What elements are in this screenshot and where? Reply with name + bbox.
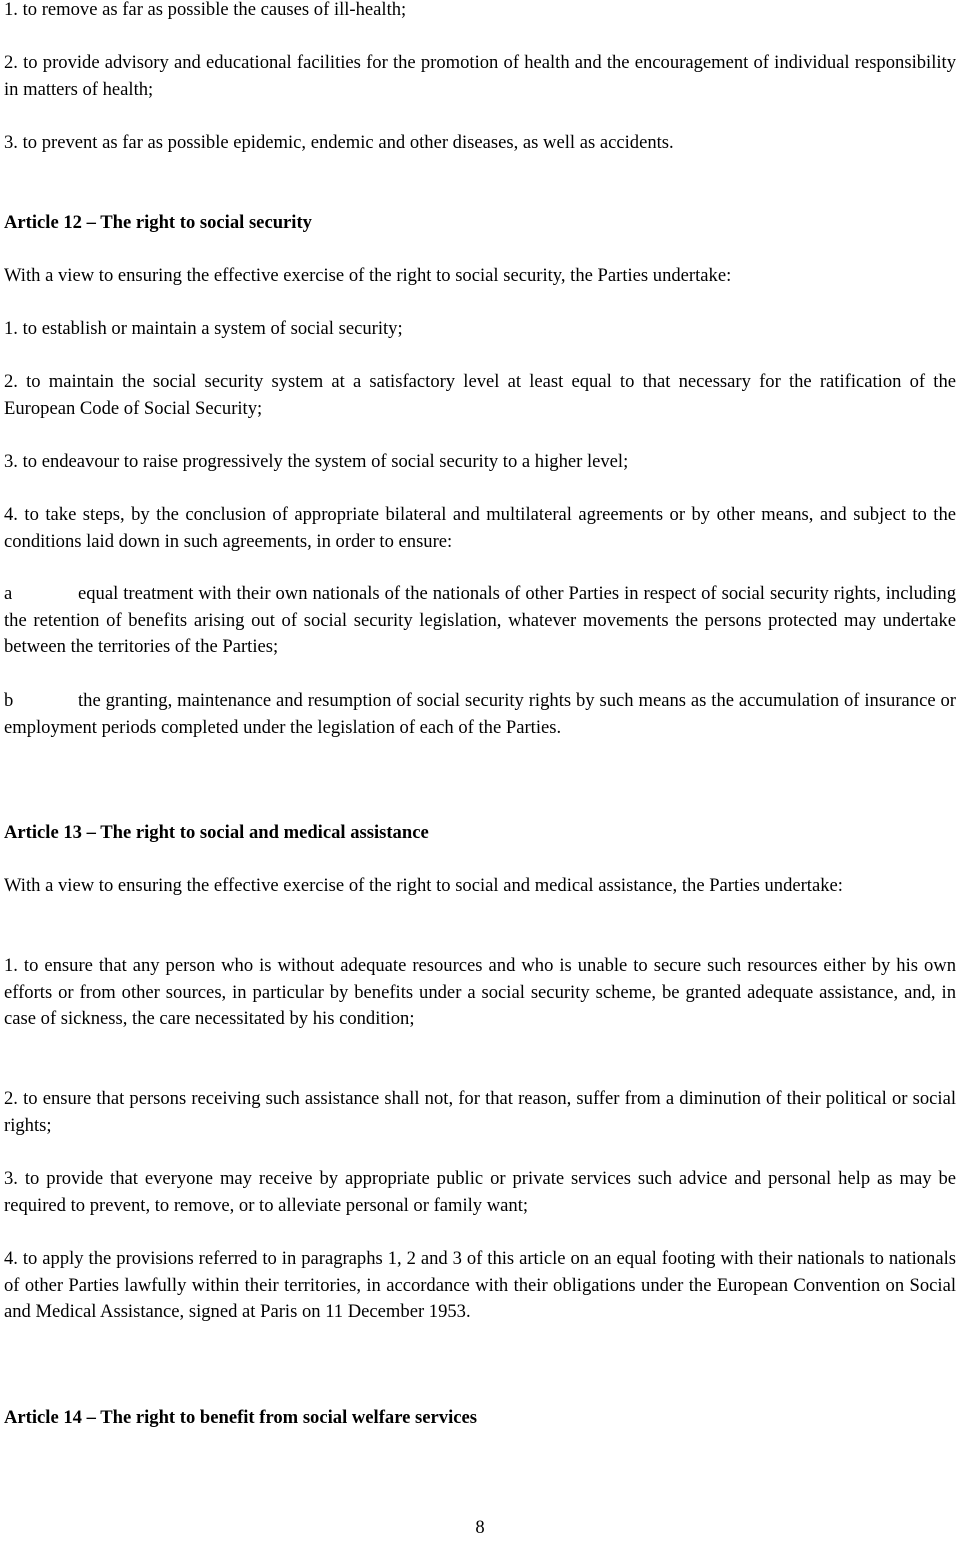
sub-item-marker: a	[4, 583, 13, 604]
page-number: 8	[475, 1517, 485, 1538]
list-item: 1. to remove as far as possible the causes of ill-health;	[4, 0, 407, 20]
sub-item-a	[4, 581, 956, 661]
list-item: 4. to apply the provisions referred to in paragraphs 1, 2 and 3 of this article on an equal footing with their nationals to nationals of other Parties lawfully within their territories, in accordance with their obligations under the European Convention on Social and Medical Assistance, signed at Paris on 11 December 1953.	[4, 1248, 956, 1323]
list-item: 3. to prevent as far as possible epidemic, endemic and other diseases, as well as accidents.	[4, 132, 674, 153]
list-item: 3. to provide that everyone may receive by appropriate public or private services such advice and personal help as may be required to prevent, to remove, or to alleviate personal or family want;	[4, 1168, 956, 1216]
article-13-intro: With a view to ensuring the effective exercise of the right to social and medical assistance, the Parties undertake:	[4, 875, 843, 896]
list-item: 1. to establish or maintain a system of social security;	[4, 318, 403, 339]
list-item: 2. to provide advisory and educational facilities for the promotion of health and the encouragement of individual responsibility in matters of health;	[4, 52, 956, 100]
list-item: 1. to ensure that any person who is without adequate resources and who is unable to secure such resources either by his own efforts or from other sources, in particular by benefits under a social security scheme, be granted adequate assistance, and, in case of sickness, the care necessitated by his condition;	[4, 955, 956, 1030]
sub-item-text: equal treatment with their own nationals of the nationals of other Parties in respect of social security rights, including the retention of benefits arising out of social security legislation, whatever movements the persons protected may undertake between the territories of the Parties;	[4, 583, 956, 658]
article-12-intro: With a view to ensuring the effective exercise of the right to social security, the Parties undertake:	[4, 265, 732, 286]
list-item: 4. to take steps, by the conclusion of appropriate bilateral and multilateral agreements or by other means, and subject to the conditions laid down in such agreements, in order to ensure:	[4, 504, 956, 552]
document-page	[4, 0, 956, 1537]
list-item: 2. to maintain the social security system at a satisfactory level at least equal to that necessary for the ratification of the European Code of Social Security;	[4, 371, 956, 419]
sub-item-marker: b	[4, 690, 14, 711]
article-12-heading: Article 12 – The right to social security	[4, 212, 312, 233]
list-item: 2. to ensure that persons receiving such assistance shall not, for that reason, suffer from a diminution of their political or social rights;	[4, 1088, 956, 1136]
sub-item-text: the granting, maintenance and resumption of social security rights by such means as the accumulation of insurance or employment periods completed under the legislation of each of the Parties.	[4, 690, 956, 738]
article-14-heading: Article 14 – The right to benefit from social welfare services	[4, 1407, 477, 1428]
list-item: 3. to endeavour to raise progressively the system of social security to a higher level;	[4, 451, 629, 472]
article-13-heading: Article 13 – The right to social and medical assistance	[4, 822, 429, 843]
sub-item-b	[4, 688, 956, 741]
